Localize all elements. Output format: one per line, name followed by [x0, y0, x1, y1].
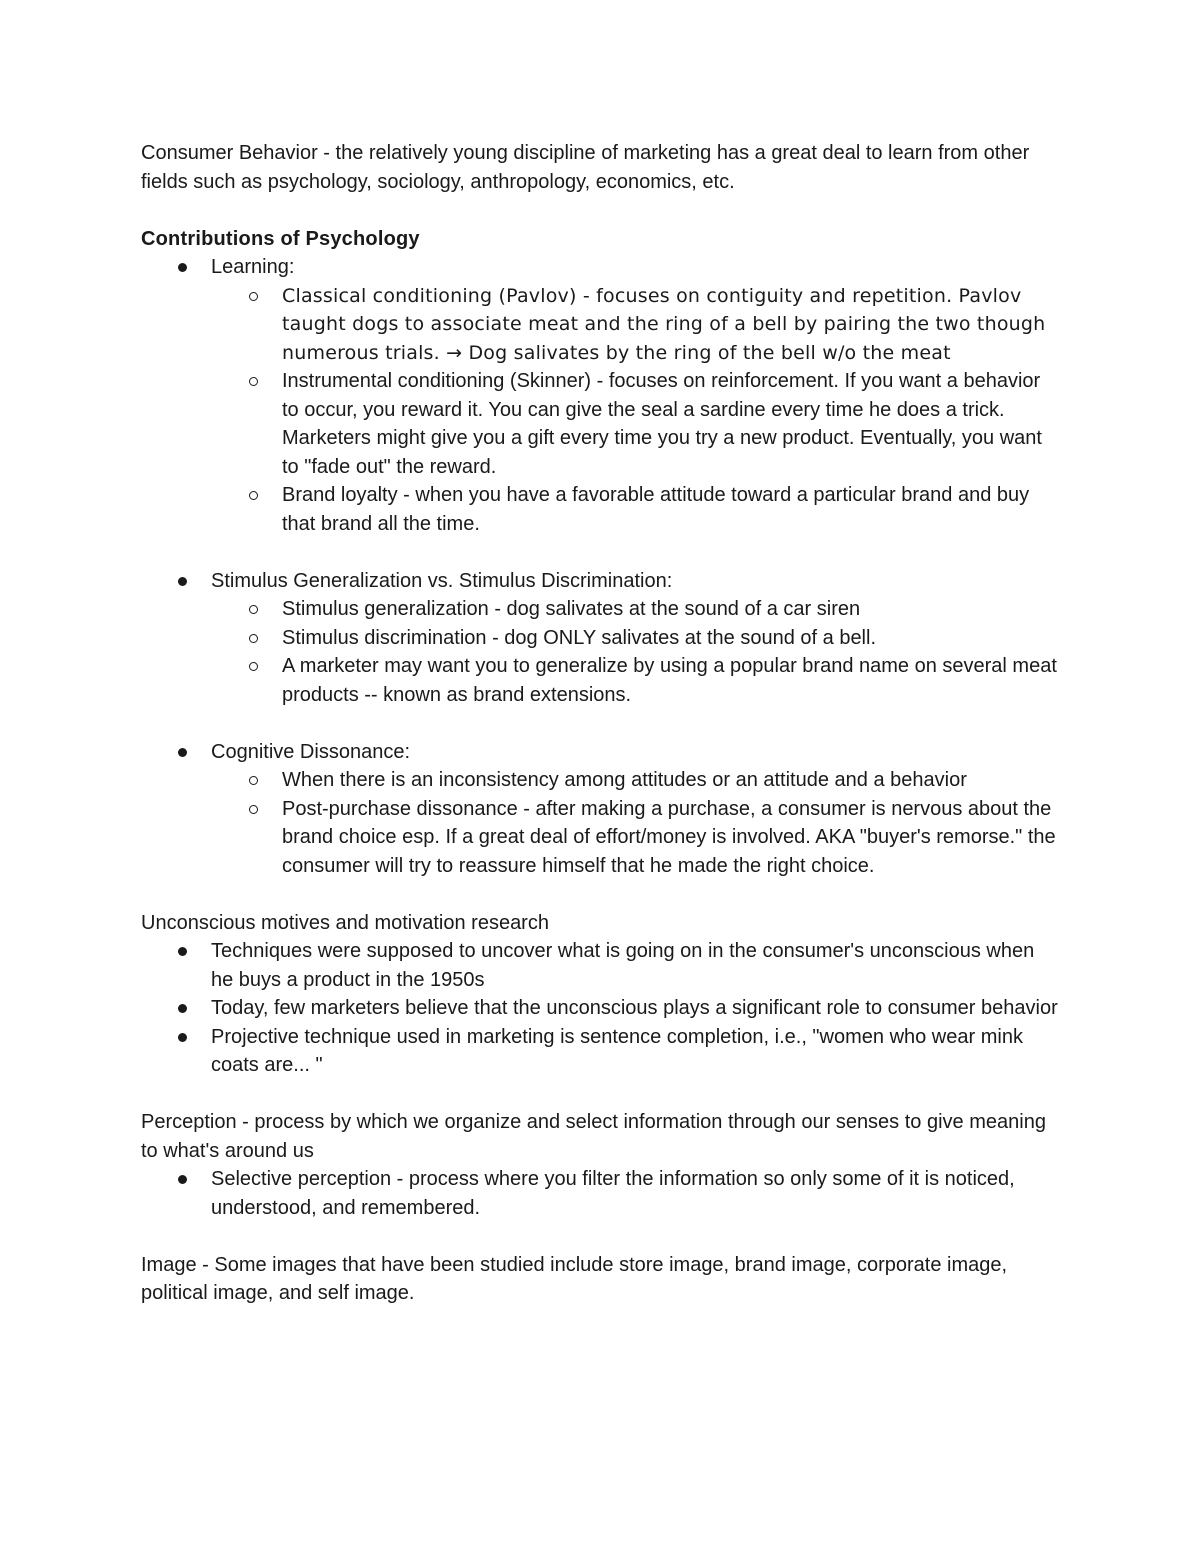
stimulus-label: Stimulus Generalization vs. Stimulus Discrimination:	[211, 569, 673, 592]
list-item-stimulus	[141, 567, 1061, 738]
document-page	[141, 139, 1061, 1308]
bullet-circle-icon	[249, 292, 258, 301]
bullet-circle-icon	[249, 377, 258, 386]
stimulus-discrimination-text: Stimulus discrimination - dog ONLY salivates at the sound of a bell.	[282, 626, 877, 649]
sublist-item	[211, 367, 1061, 481]
bullet-disc-icon	[178, 577, 187, 586]
spacer	[211, 538, 1061, 567]
bullet-disc-icon	[178, 1033, 187, 1042]
sublist-item	[211, 652, 1061, 709]
classical-conditioning-text: Classical conditioning (Pavlov) - focuses on contiguity and repetition. Pavlov taught dogs to associate meat and the ring of a bell by pairing the two though numerous trials. → Dog salivates by the ring of the bell w/o the meat	[282, 284, 1046, 364]
brand-extensions-text: A marketer may want you to generalize by using a popular brand name on several meat products -- known as brand extensions.	[282, 655, 1057, 706]
bullet-disc-icon	[178, 748, 187, 757]
list-item	[141, 994, 1061, 1023]
spacer	[141, 1080, 1061, 1109]
bullet-disc-icon	[178, 947, 187, 956]
sublist-item	[211, 481, 1061, 538]
spacer	[211, 709, 1061, 738]
list-item	[141, 1165, 1061, 1222]
list-item-dissonance	[141, 738, 1061, 881]
unconscious-item-text: Projective technique used in marketing is sentence completion, i.e., "women who wear mink coats are... "	[211, 1025, 1023, 1076]
bullet-disc-icon	[178, 1004, 187, 1013]
brand-loyalty-text: Brand loyalty - when you have a favorable attitude toward a particular brand and buy that brand all the time.	[282, 484, 1030, 535]
bullet-circle-icon	[249, 805, 258, 814]
bullet-disc-icon	[178, 263, 187, 272]
list-item-learning	[141, 253, 1061, 567]
unconscious-heading: Unconscious motives and motivation research	[141, 911, 549, 934]
sublist-item	[211, 282, 1061, 368]
sublist-item	[211, 766, 1061, 795]
image-paragraph: Image - Some images that have been studied include store image, brand image, corporate image, political image, and self image.	[141, 1253, 1008, 1304]
spacer	[141, 880, 1061, 909]
spacer	[141, 1222, 1061, 1251]
list-item	[141, 1023, 1061, 1080]
dissonance-sublist	[211, 766, 1061, 880]
dissonance-label: Cognitive Dissonance:	[211, 740, 410, 763]
intro-paragraph: Consumer Behavior - the relatively young discipline of marketing has a great deal to learn from other fields such as psychology, sociology, anthropology, economics, etc.	[141, 142, 1030, 193]
bullet-circle-icon	[249, 662, 258, 671]
perception-paragraph: Perception - process by which we organize and select information through our senses to give meaning to what's around us	[141, 1111, 1046, 1162]
stimulus-sublist	[211, 595, 1061, 709]
unconscious-list	[141, 937, 1061, 1080]
psychology-heading: Contributions of Psychology	[141, 227, 420, 250]
unconscious-item-text: Techniques were supposed to uncover what is going on in the consumer's unconscious when he buys a product in the 1950s	[211, 940, 1035, 991]
bullet-circle-icon	[249, 491, 258, 500]
perception-list	[141, 1165, 1061, 1222]
stimulus-generalization-text: Stimulus generalization - dog salivates at the sound of a car siren	[282, 598, 861, 620]
sublist-item	[211, 624, 1061, 653]
unconscious-item-text: Today, few marketers believe that the unconscious plays a significant role to consumer behavior	[211, 997, 1058, 1019]
list-item	[141, 937, 1061, 994]
sublist-item	[211, 595, 1061, 624]
psychology-list	[141, 253, 1061, 880]
bullet-disc-icon	[178, 1175, 187, 1184]
bullet-circle-icon	[249, 776, 258, 785]
learning-sublist	[211, 282, 1061, 539]
inconsistency-text: When there is an inconsistency among attitudes or an attitude and a behavior	[282, 769, 967, 791]
bullet-circle-icon	[249, 605, 258, 614]
bullet-circle-icon	[249, 634, 258, 643]
post-purchase-text: Post-purchase dissonance - after making a purchase, a consumer is nervous about the brand choice esp. If a great deal of effort/money is involved. AKA "buyer's remorse." the consumer will try to reassure himself that he made the right choice.	[282, 797, 1056, 877]
spacer	[141, 196, 1061, 225]
selective-perception-text: Selective perception - process where you filter the information so only some of it is noticed, understood, and remembered.	[211, 1168, 1015, 1219]
learning-label: Learning:	[211, 256, 295, 278]
instrumental-conditioning-text: Instrumental conditioning (Skinner) - focuses on reinforcement. If you want a behavior to occur, you reward it. You can give the seal a sardine every time he does a trick. Marketers might give you a gift every time you try a new product. Eventually, you want to "fade out" the reward.	[282, 370, 1042, 478]
sublist-item	[211, 795, 1061, 881]
